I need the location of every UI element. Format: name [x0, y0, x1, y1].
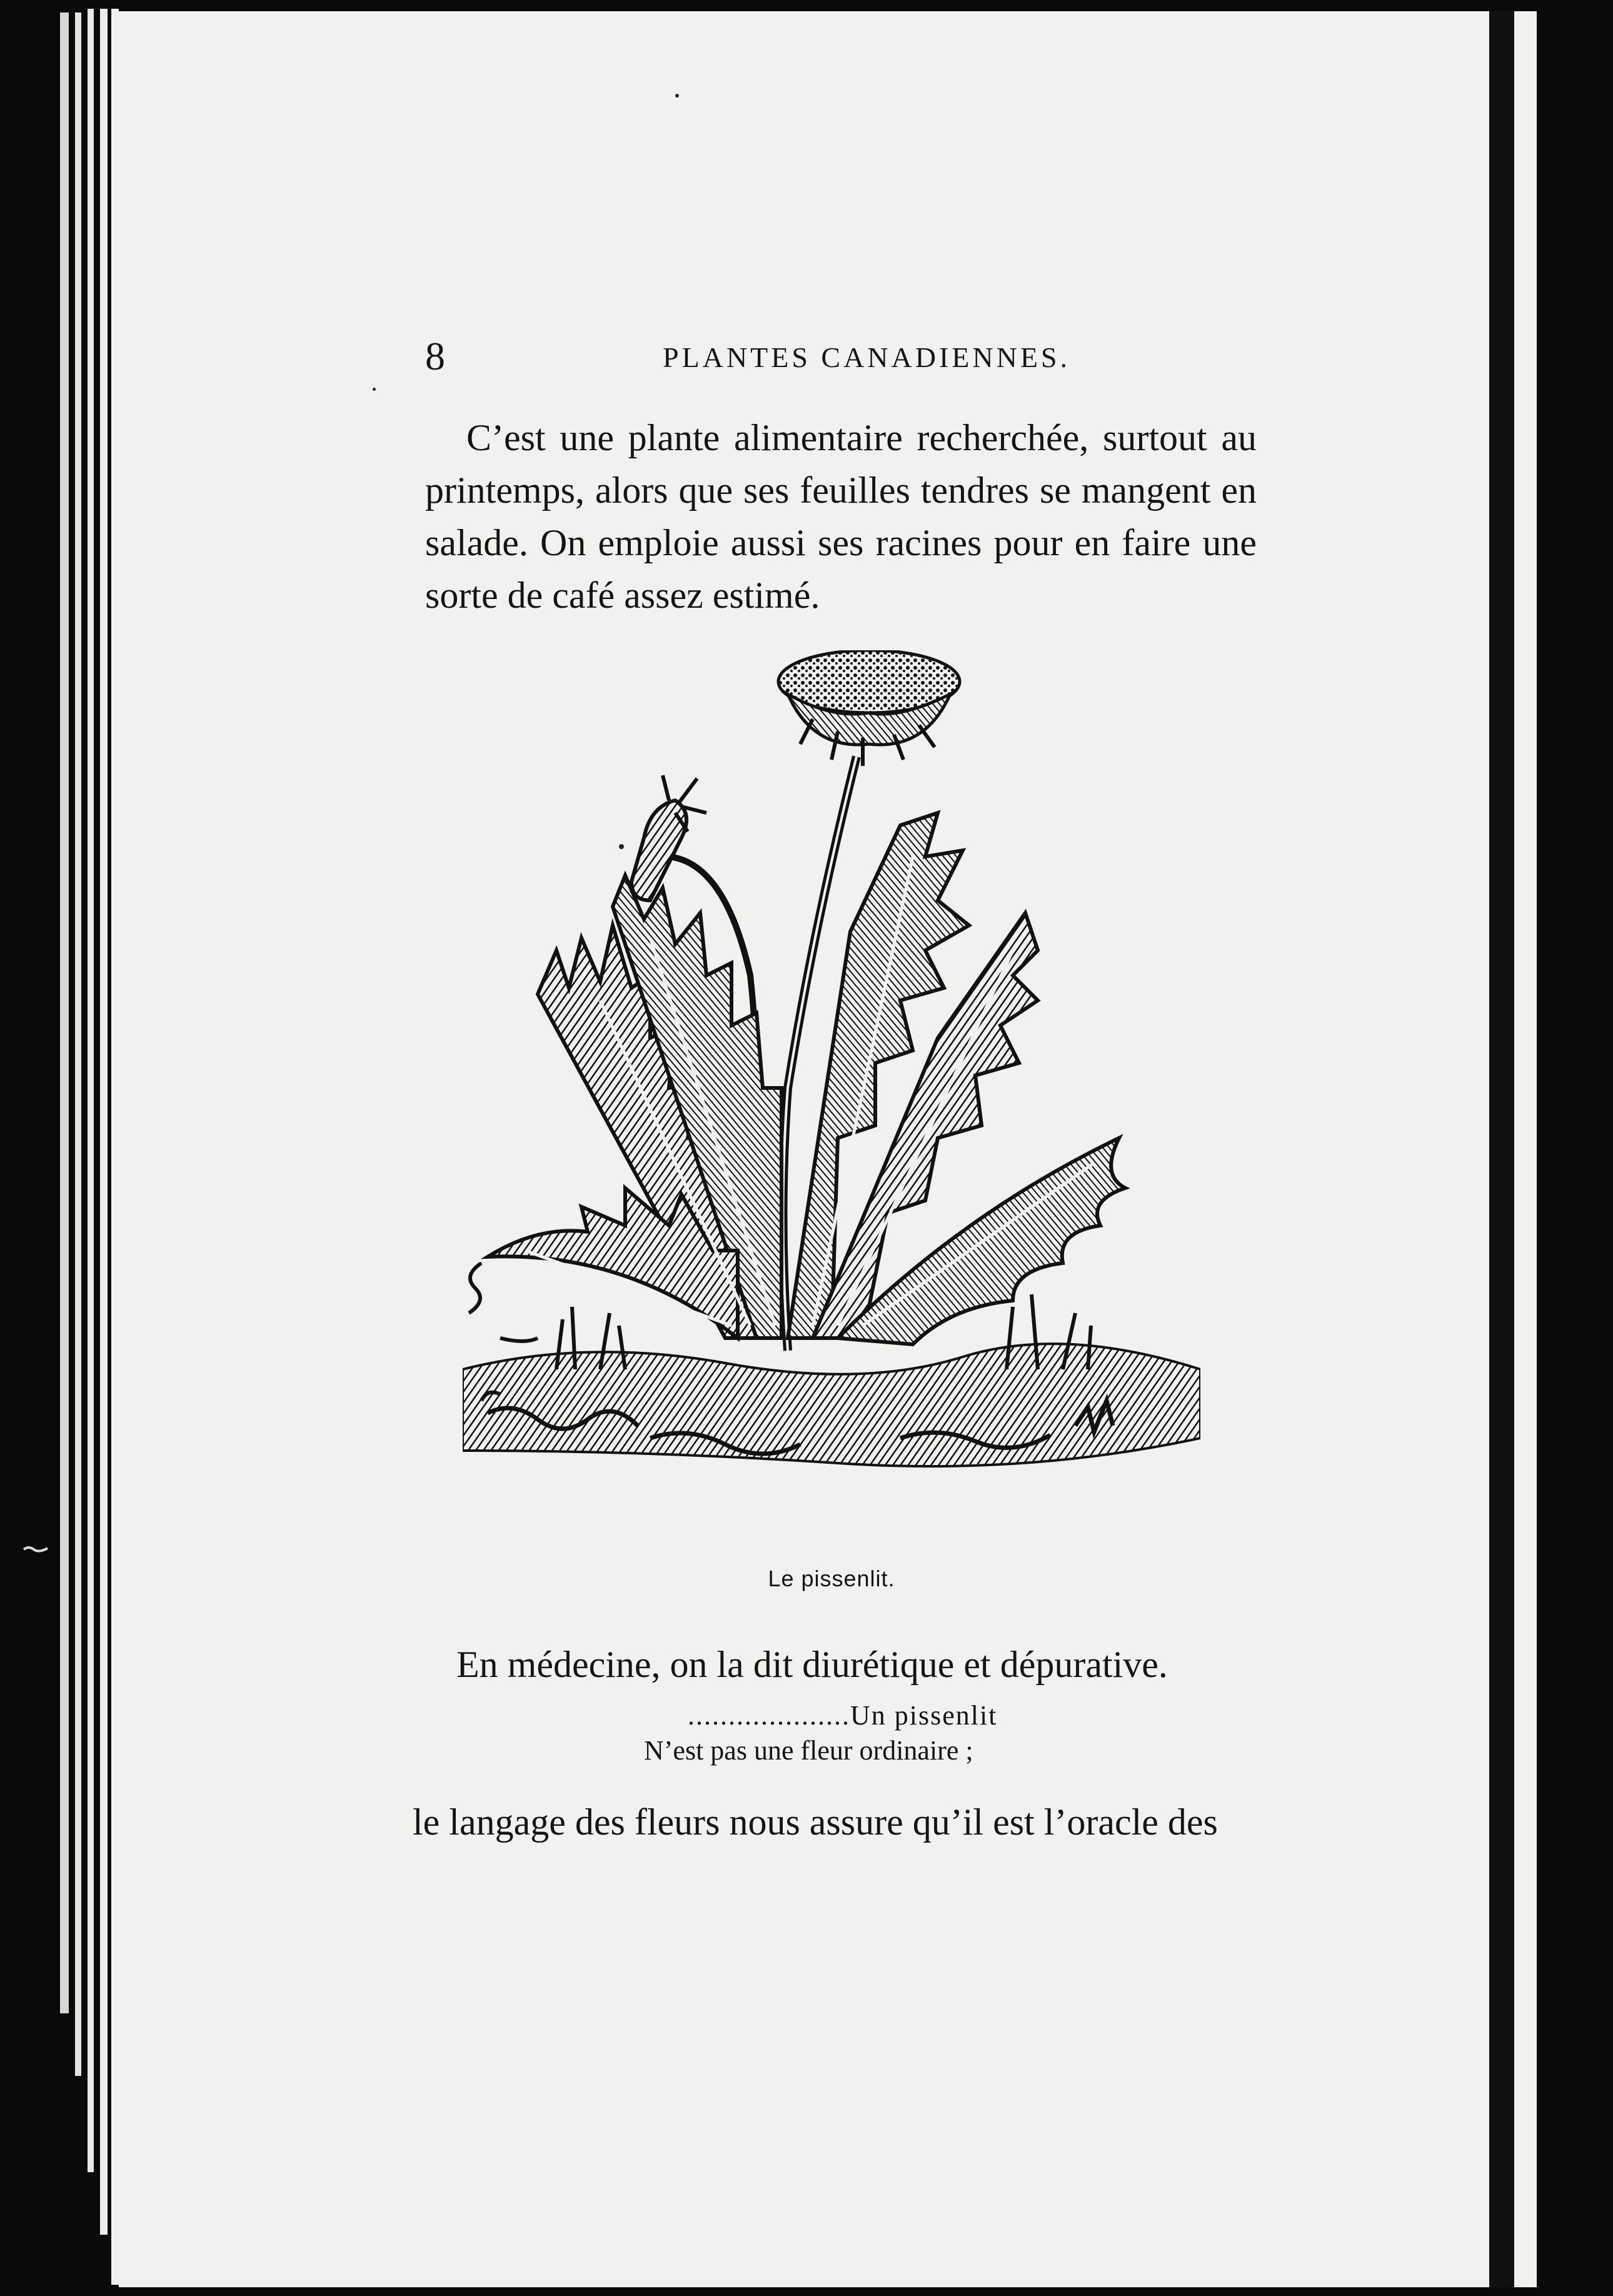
paragraph-3: le langage des fleurs nous assure qu’il est l’oracle des	[413, 1801, 1218, 1843]
page-edges	[0, 0, 119, 2296]
running-head	[425, 331, 1263, 381]
paragraph-2: En médecine, on la dit diurétique et dépurative.	[456, 1644, 1168, 1685]
paragraph-1: C’est une plante alimentaire recherchée, surtout au printemps, alors que ses feuilles tendres se mangent en salade. On emploie aussi ses racines pour en faire une sorte de café assez estimé.	[425, 417, 1257, 616]
ink-speck	[675, 94, 679, 98]
verse-quote	[575, 1698, 1138, 1768]
verse-line-2: N’est pas une fleur ordinaire ;	[644, 1735, 973, 1766]
page-number: 8	[425, 334, 445, 378]
ink-speck	[619, 844, 624, 849]
verse-line-1: ....................Un pissenlit	[688, 1700, 998, 1731]
margin-mark	[23, 1544, 53, 1553]
running-title: PLANTES CANADIENNES.	[663, 341, 1070, 373]
gutter-shadow	[1489, 11, 1514, 2287]
facing-page-edge	[1514, 11, 1537, 2287]
dandelion-illustration	[463, 650, 1200, 1544]
figure-caption: Le pissenlit.	[768, 1566, 895, 1591]
ink-speck	[373, 388, 376, 391]
